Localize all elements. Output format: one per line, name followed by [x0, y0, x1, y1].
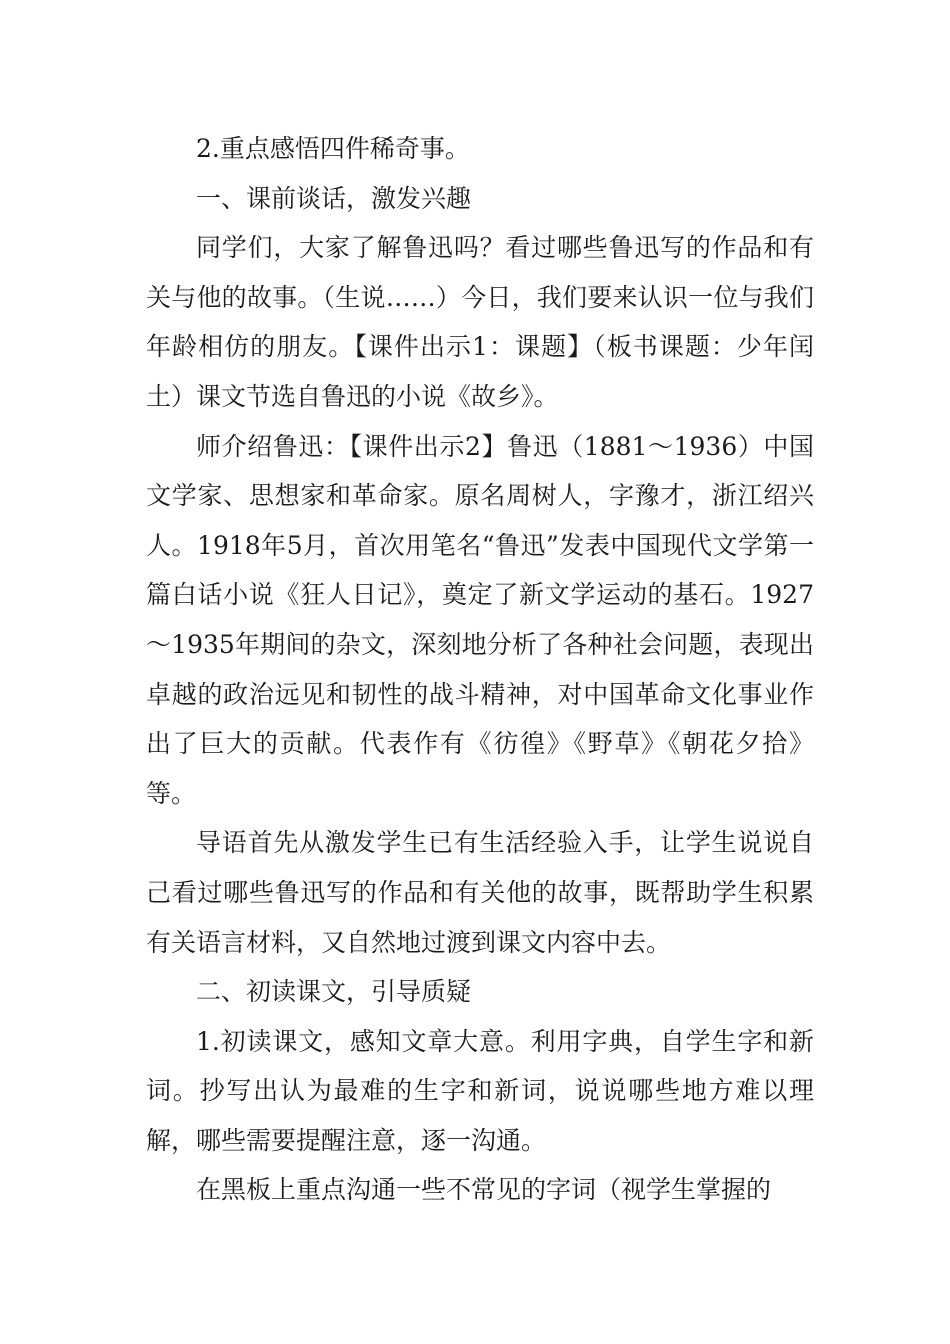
paragraph-blackboard-words: 在黑板上重点沟通一些不常见的字词（视学生掌握的 [196, 1175, 772, 1205]
section-heading-1: 一、课前谈话，激发兴趣 [196, 183, 472, 213]
list-item-key-point: 2.重点感悟四件稀奇事。 [196, 134, 470, 163]
paragraph-lu-xun-bio: 师介绍鲁迅：【课件出示2】鲁迅（1881～1936）中国文学家、思想家和革命家。原名周树人，字豫才，浙江绍兴人。1918年5月，首次用笔名“鲁迅”发表中国现代文学第一篇白话小说《狂人日记》，奠定了新文学运动的基石。1927～1935年期间的杂文，深刻地分析了各种社会问题，表现出卓越的政治远见和韧性的战斗精神，对中国革命文化事业作出了巨大的贡献。代表作有《彷徨》《野草》《朝花夕拾》等。 [146, 431, 814, 808]
section-heading-2: 二、初读课文，引导质疑 [196, 977, 472, 1007]
paragraph-intro-talk: 同学们，大家了解鲁迅吗？看过哪些鲁迅写的作品和有关与他的故事。（生说……）今日，我们要来认识一位与我们年龄相仿的朋友。【课件出示1：课题】（板书课题：少年闰土）课文节选自鲁迅的小说《故乡》。 [146, 233, 814, 411]
paragraph-first-reading: 1.初读课文，感知文章大意。利用字典，自学生字和新词。抄写出认为最难的生字和新词，说说哪些地方难以理解，哪些需要提醒注意，逐一沟通。 [146, 1026, 814, 1155]
paragraph-lead-in-note: 导语首先从激发学生已有生活经验入手，让学生说说自己看过哪些鲁迅写的作品和有关他的故事，既帮助学生积累有关语言材料，又自然地过渡到课文内容中去。 [146, 828, 814, 957]
document-page [146, 124, 814, 1215]
